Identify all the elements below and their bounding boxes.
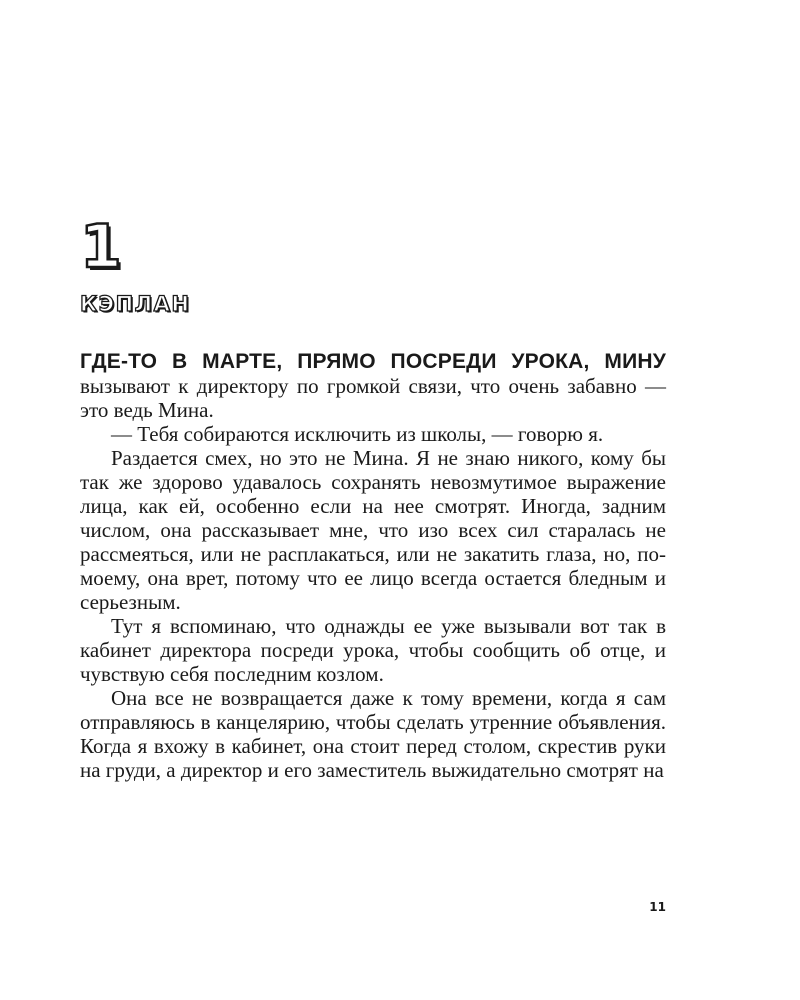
- page-number: 11: [649, 900, 666, 914]
- paragraph-opening-rest: вызывают к директору по громкой связи, что очень забавно — это ведь Мина.: [80, 374, 666, 422]
- paragraph: Тут я вспоминаю, что однажды ее уже вызывали вот так в кабинет директора посреди урока, чтобы сообщить об отце, и чувствую себя последним козлом.: [80, 614, 666, 686]
- paragraph: Она все не возвращается даже к тому времени, когда я сам отправляюсь в канцелярию, чтобы сделать утренние объявления. Когда я вхожу в кабинет, она стоит перед столом, скрестив руки на груди, а директор и его заместитель выжидательно смотрят на: [80, 686, 666, 782]
- chapter-title: КЭПЛАН: [80, 292, 191, 316]
- paragraph: Раздается смех, но это не Мина. Я не знаю никого, кому бы так же здорово удавалось сохранять невозмутимое выражение лица, как ей, особенно если на нее смотрят. Иногда, задним числом, она рассказывает мне, что изо всех сил старалась не рассмеяться, или не расплакаться, или не закатить глаза, но, по-моему, она врет, потому что ее лицо всегда остается бледным и серьезным.: [80, 446, 666, 614]
- paragraph-opening: [80, 349, 666, 422]
- paragraph: — Тебя собираются исключить из школы, — говорю я.: [111, 422, 604, 446]
- lead-in-caps: ГДЕ-ТО В МАРТЕ, ПРЯМО ПОСРЕДИ УРОКА, МИНУ: [80, 350, 666, 373]
- chapter-text: [80, 349, 666, 782]
- chapter-number: 1: [80, 212, 122, 282]
